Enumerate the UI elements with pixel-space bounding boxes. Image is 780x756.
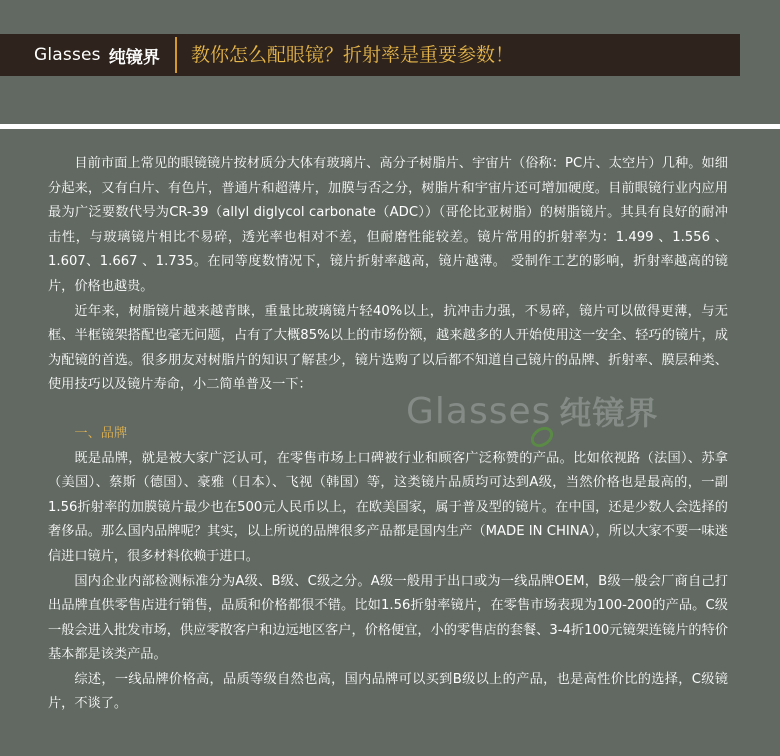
brand-name-cn: 纯镜界 [108, 47, 160, 68]
header-divider [175, 37, 177, 73]
section-heading-brand: 一、品牌 [74, 425, 128, 441]
paragraph-grades: 国内企业内部检测标准分为A级、B级、C级之分。A级一般用于出口或为一线品牌OEM，B级一般会厂商自己打出品牌直供零售店进行销售，品质和价格都很不错。比如1.56折射率镜片，在零售市场表现为100-200的产品。C级一般会进入批发市场，供应零散客户和边远地区客户，价格便宜，小的零售店的套餐、3-4折100元镜架连镜片的特价基本都是该类产品。 [48, 573, 728, 663]
page-title: 教你怎么配眼镜？折射率是重要参数！ [191, 44, 515, 66]
article-body [48, 152, 728, 717]
watermark-text-en: Glasses [406, 390, 552, 432]
brand-name-en: Glasses [34, 45, 101, 65]
paragraph-brands: 既是品牌，就是被大家广泛认可，在零售市场上口碑被行业和顾客广泛称赞的产品。比如依视路（法国）、苏拿（美国）、蔡斯（德国）、豪雅（日本）、飞视（韩国）等，这类镜片品质均可达到A级，当然价格也是最高的，一副1.56折射率的加膜镜片最少也在500元人民币以上，在欧美国家，属于普及型的镜片。在中国，还是少数人会选择的奢侈品。那么国内品牌呢？其实，以上所说的品牌很多产品都是国内生产（MADE IN CHINA），所以大家不要一味迷信进口镜片，很多材料依赖于进口。 [48, 450, 728, 564]
paragraph-summary: 综述，一线品牌价格高，品质等级自然也高，国内品牌可以买到B级以上的产品，也是高性价比的选择，C级镜片，不谈了。 [48, 671, 728, 712]
header-bar [0, 34, 740, 76]
paragraph-resin-lenses: 近年来，树脂镜片越来越青睐，重量比玻璃镜片轻40%以上，抗冲击力强，不易碎，镜片可以做得更薄，与无框、半框镜架搭配也毫无问题，占有了大概85%以上的市场份额，越来越多的人开始使用这一安全、轻巧的镜片，成为配镜的首选。很多朋友对树脂片的知识了解甚少，镜片选购了以后都不知道自己镜片的品牌、折射率、膜层种类、使用技巧以及镜片寿命，小二简单普及一下： [48, 303, 728, 393]
paragraph-lens-materials: 目前市面上常见的眼镜镜片按材质分大体有玻璃片、高分子树脂片、宇宙片（俗称：PC片、太空片）几种。如细分起来，又有白片、有色片，普通片和超薄片，加膜与否之分，树脂片和宇宙片还可增加硬度。目前眼镜行业内应用最为广泛要数代号为CR-39（allyl diglycol carbonate（ADC））（哥伦比亚树脂）的树脂镜片。其具有良好的耐冲击性，与玻璃镜片相比不易碎，透光率也相对不差，但耐磨性能较差。镜片常用的折射率为：1.499 、1.556 、1.607、1.667 、1.735。在同等度数情况下，镜片折射率越高，镜片越薄。 受制作工艺的影响，折射率越高的镜片，价格也越贵。 [48, 156, 728, 294]
brand-logo [34, 34, 160, 76]
horizontal-rule [0, 124, 780, 129]
watermark-text-cn: 纯镜界 [559, 394, 659, 432]
